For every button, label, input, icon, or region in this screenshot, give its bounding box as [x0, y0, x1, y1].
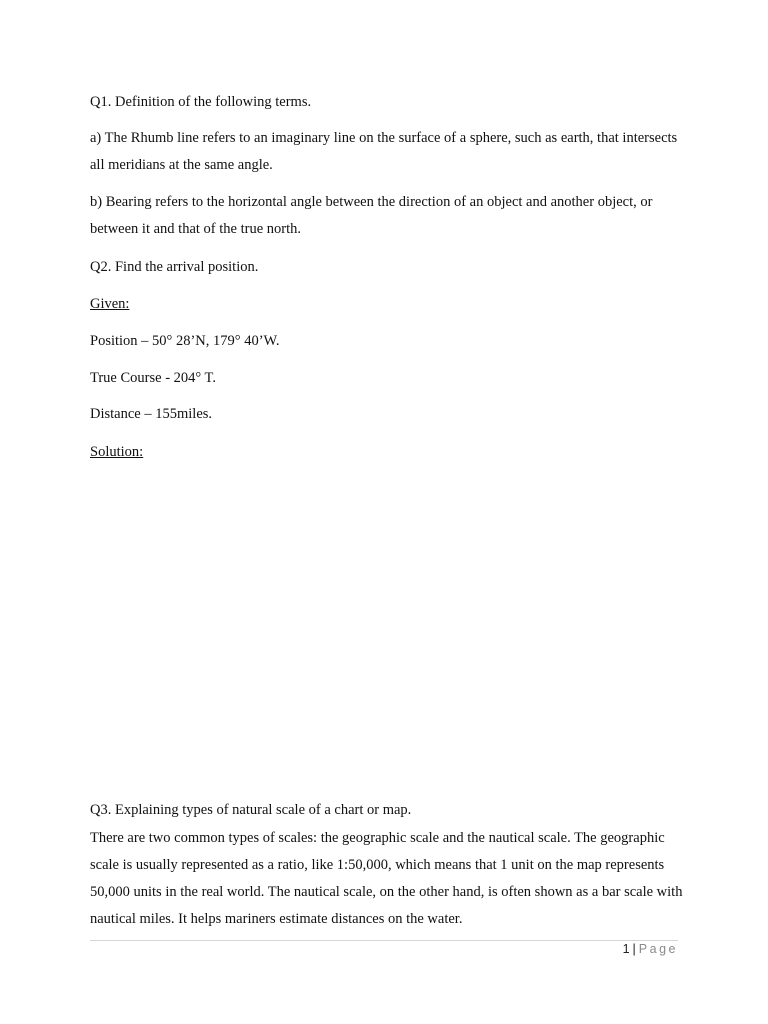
given-label: Given: [90, 296, 130, 312]
footer-separator: | [632, 942, 636, 956]
solution-label: Solution: [90, 444, 144, 460]
page-number: 1 [622, 942, 630, 956]
q1-definition-a: a) The Rhumb line refers to an imaginary line on the surface of a sphere, such as earth, that intersects all meridians at the same angle. [90, 130, 678, 173]
q2-heading: Q2. Find the arrival position. [90, 259, 259, 275]
q1-heading: Q1. Definition of the following terms. [90, 94, 312, 110]
q1-definition-b: b) Bearing refers to the horizontal angle between the direction of an object and another object, or between it and that of the true north. [90, 194, 653, 237]
given-distance: Distance – 155miles. [90, 406, 213, 422]
q3-heading: Q3. Explaining types of natural scale of a chart or map. [90, 802, 412, 818]
given-true-course: True Course - 204° T. [90, 370, 216, 386]
page-footer [623, 942, 678, 956]
q3-body: There are two common types of scales: the geographic scale and the nautical scale. The geographic scale is usually represented as a ratio, like 1:50,000, which means that 1 unit on the map represents 50,000 units in the real world. The nautical scale, on the other hand, is often shown as a bar scale with nautical miles. It helps mariners estimate distances on the water. [90, 830, 683, 927]
footer-divider [90, 940, 678, 941]
page-label: Page [638, 942, 678, 956]
given-position: Position – 50° 28’N, 179° 40’W. [90, 333, 280, 349]
